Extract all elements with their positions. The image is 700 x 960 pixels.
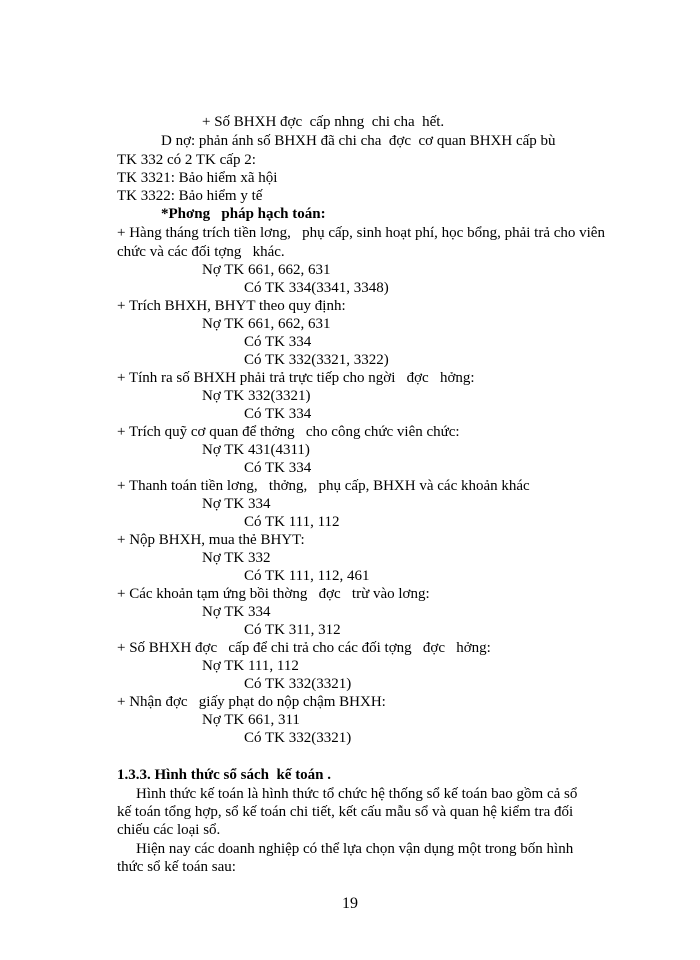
journal-credit: Có TK 334(3341, 3348) [244, 280, 389, 296]
paragraph-line: Hiện nay các doanh nghiệp có thể lựa chọn vận dụng một trong bốn hình [136, 841, 574, 857]
journal-credit: Có TK 334 [244, 334, 312, 350]
text-line: + Thanh toán tiền lơng, thởng, phụ cấp, BHXH và các khoản khác [117, 478, 530, 494]
journal-debit: Nợ TK 334 [202, 604, 271, 620]
section-heading: 1.3.3. Hình thức sổ sách kế toán . [117, 767, 332, 783]
text-line: + Nhận đợc giấy phạt do nộp chậm BHXH: [117, 694, 386, 710]
journal-debit: Nợ TK 332(3321) [202, 388, 311, 404]
text-line: TK 3322: Bảo hiểm y tế [117, 188, 263, 204]
text-line: TK 332 có 2 TK cấp 2: [117, 152, 256, 168]
journal-debit: Nợ TK 431(4311) [202, 442, 310, 458]
paragraph-line: kế toán tổng hợp, sổ kế toán chi tiết, kết cấu mẫu sổ và quan hệ kiểm tra đối [117, 804, 574, 820]
journal-credit: Có TK 332(3321, 3322) [244, 352, 389, 368]
journal-credit: Có TK 332(3321) [244, 730, 352, 746]
text-line: + Nộp BHXH, mua thẻ BHYT: [117, 532, 305, 548]
text-line: chức và các đối tợng khác. [117, 244, 285, 260]
journal-debit: Nợ TK 661, 662, 631 [202, 262, 331, 278]
text-line: + Số BHXH đợc cấp nhng chi cha hết. [202, 114, 445, 130]
journal-debit: Nợ TK 332 [202, 550, 271, 566]
text-line: + Tính ra số BHXH phải trả trực tiếp cho ngời đợc hởng: [117, 370, 475, 386]
subheading: *Phơng pháp hạch toán: [161, 206, 326, 222]
journal-debit: Nợ TK 661, 311 [202, 712, 300, 728]
journal-credit: Có TK 311, 312 [244, 622, 341, 638]
page-number: 19 [342, 895, 358, 912]
text-line: + Số BHXH đợc cấp để chi trả cho các đối tợng đợc hởng: [117, 640, 491, 656]
journal-credit: Có TK 332(3321) [244, 676, 352, 692]
journal-credit: Có TK 111, 112 [244, 514, 340, 530]
text-line: + Các khoản tạm ứng bồi thờng đợc trừ vào lơng: [117, 586, 430, 602]
text-line: TK 3321: Bảo hiểm xã hội [117, 170, 278, 186]
text-line: + Hàng tháng trích tiền lơng, phụ cấp, sinh hoạt phí, học bổng, phải trả cho viên [117, 225, 605, 241]
journal-credit: Có TK 111, 112, 461 [244, 568, 370, 584]
paragraph-line: thức sổ kế toán sau: [117, 859, 236, 875]
paragraph-line: Hình thức kế toán là hình thức tổ chức hệ thống sổ kế toán bao gồm cả sổ [136, 786, 578, 802]
journal-debit: Nợ TK 661, 662, 631 [202, 316, 331, 332]
journal-debit: Nợ TK 111, 112 [202, 658, 299, 674]
text-line: + Trích quỹ cơ quan để thởng cho công chức viên chức: [117, 424, 460, 440]
text-line: D nợ: phản ánh số BHXH đã chi cha đợc cơ quan BHXH cấp bù [161, 133, 556, 149]
journal-credit: Có TK 334 [244, 406, 312, 422]
paragraph-line: chiếu các loại sổ. [117, 822, 221, 838]
journal-debit: Nợ TK 334 [202, 496, 271, 512]
text-line: + Trích BHXH, BHYT theo quy định: [117, 298, 346, 314]
journal-credit: Có TK 334 [244, 460, 312, 476]
